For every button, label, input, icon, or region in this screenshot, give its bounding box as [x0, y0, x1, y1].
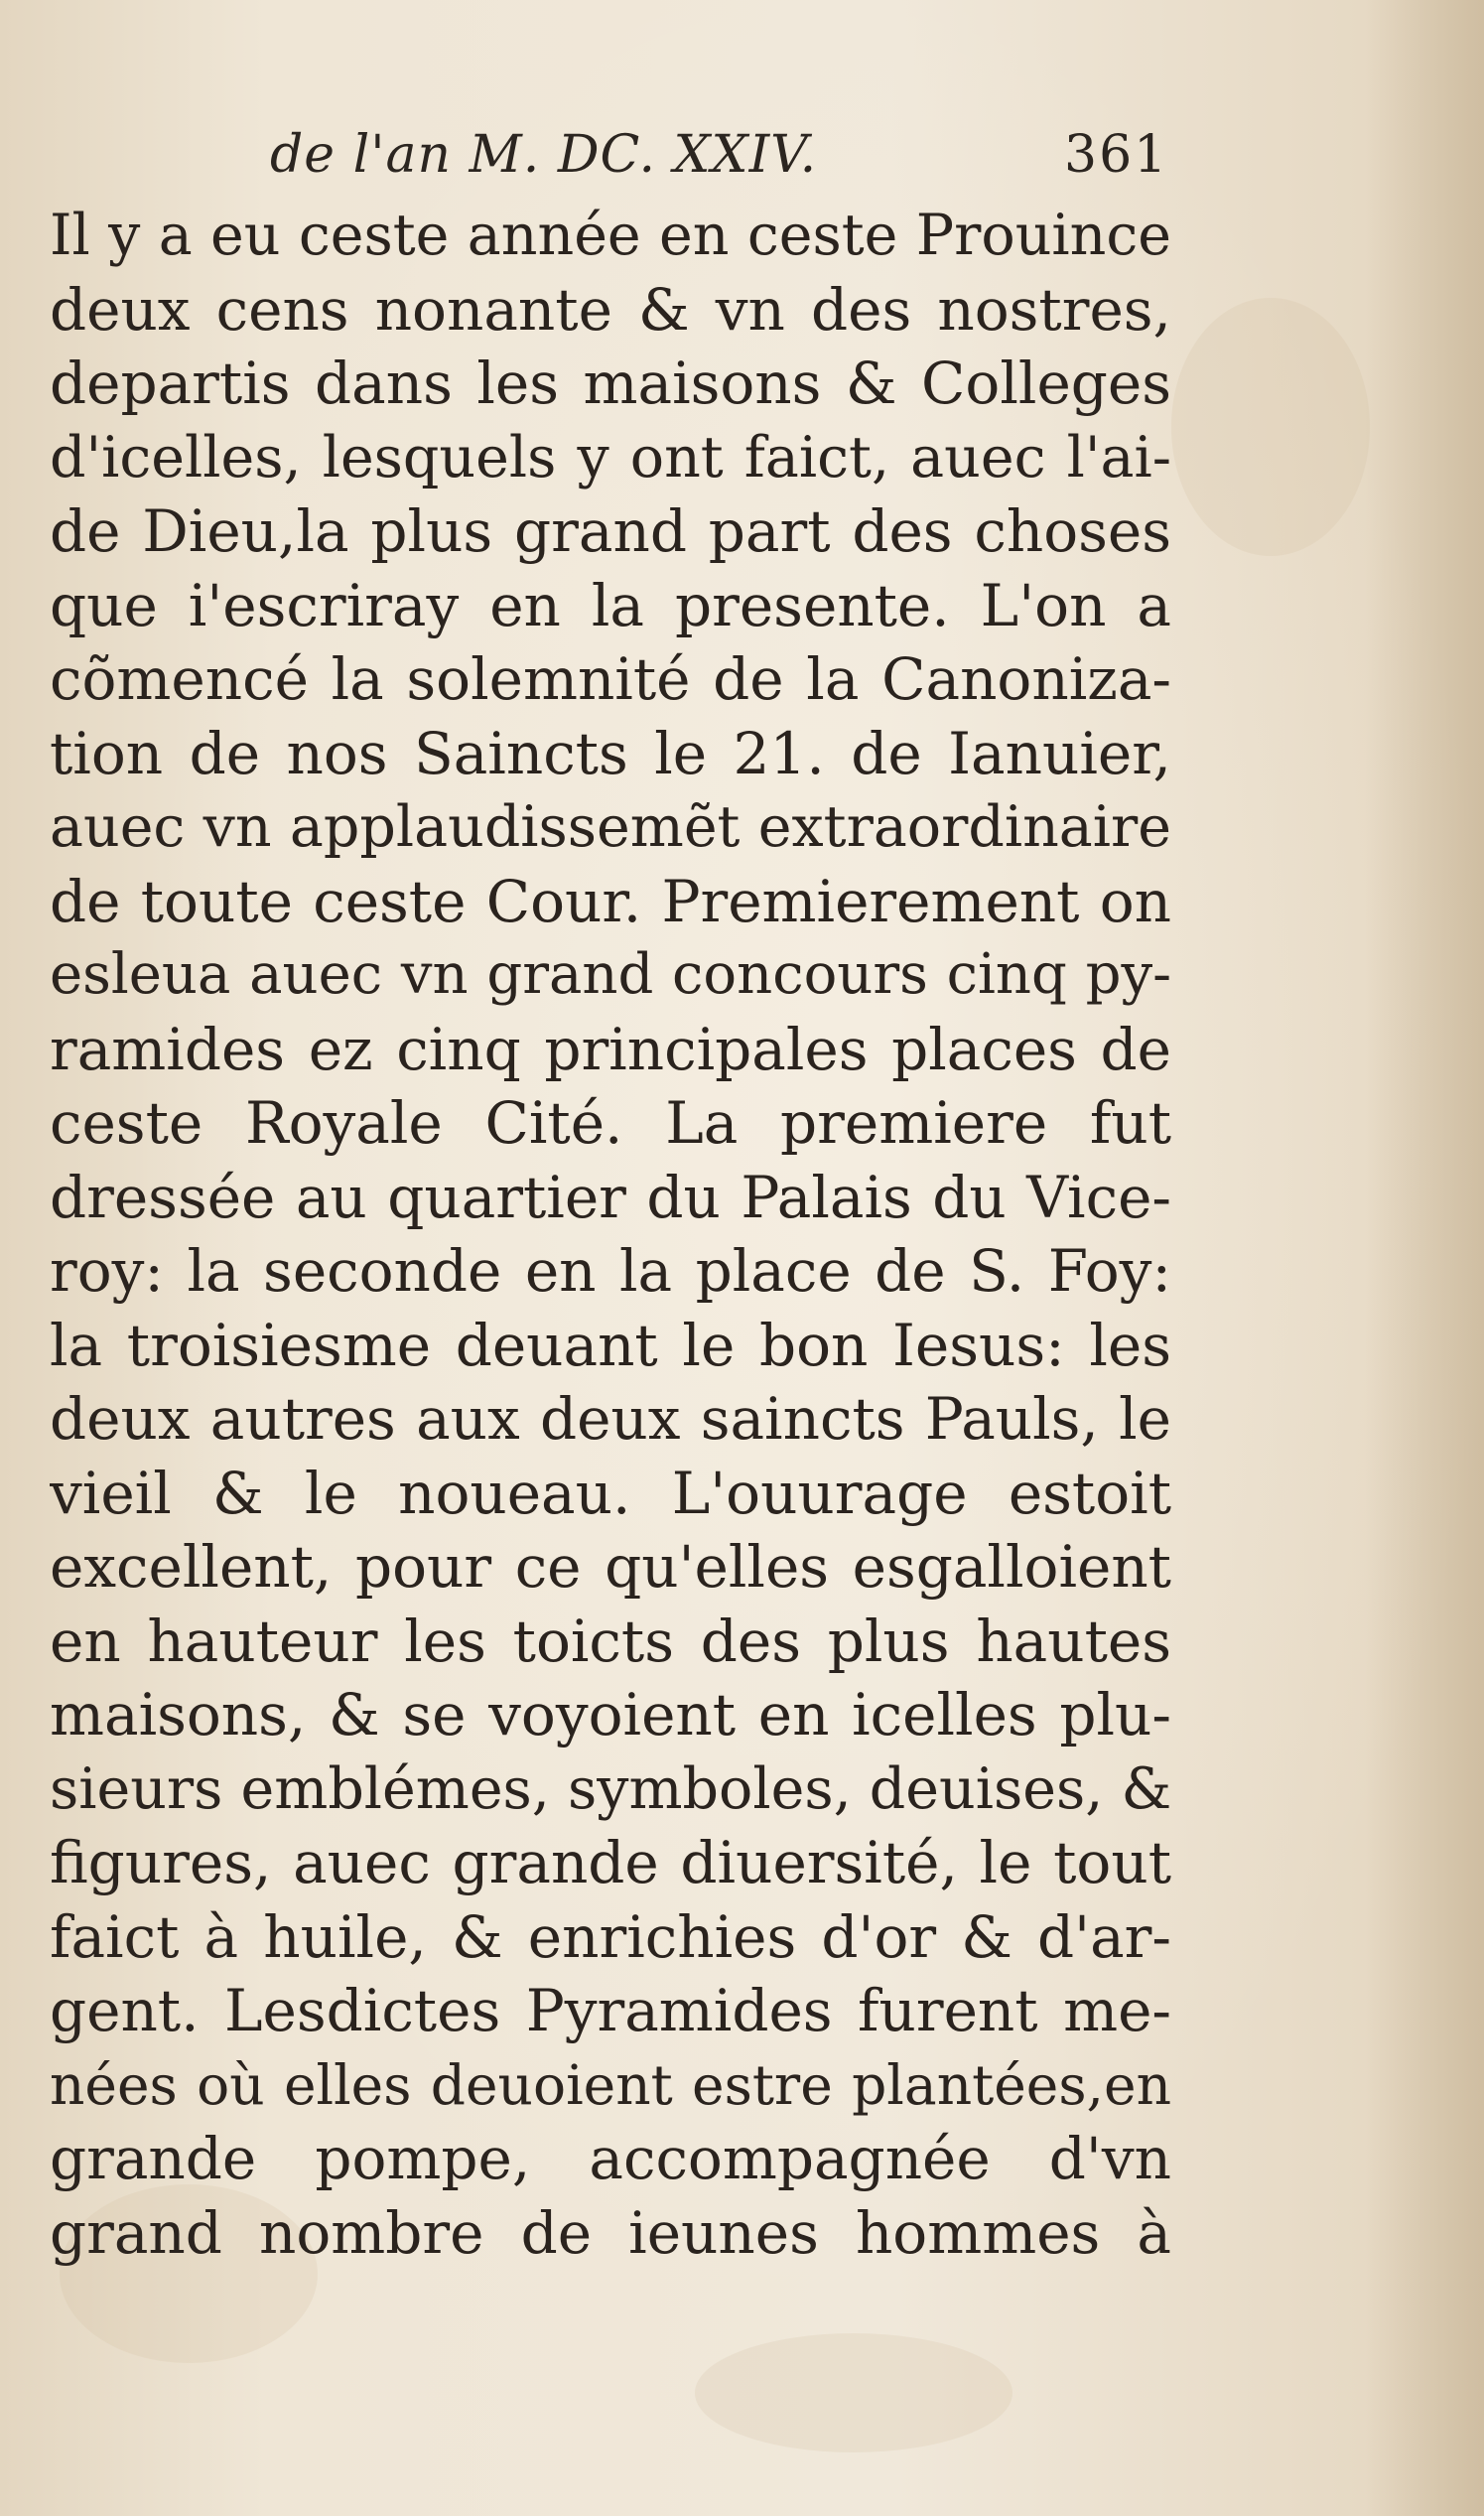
text-line: de Dieu,la plus grand part des choses — [50, 497, 1171, 565]
text-line: auec vn applaudissemẽt extraordinaire — [50, 794, 1171, 860]
text-line: que i'escriray en la presente. L'on a — [50, 571, 1171, 639]
text-line: de toute ceste Cour. Premierement on — [50, 867, 1171, 935]
text-line: gent. Lesdictes Pyramides furent me- — [50, 1977, 1171, 2044]
text-line: en hauteur les toicts des plus hautes — [50, 1607, 1171, 1675]
text-line: esleua auec vn grand concours cinq py- — [50, 942, 1171, 1007]
paper-stain — [695, 2333, 1012, 2452]
text-line: maisons, & se voyoient en icelles plu- — [50, 1681, 1171, 1748]
text-line: roy: la seconde en la place de S. Foy: — [50, 1237, 1171, 1305]
text-line: deux autres aux deux saincts Pauls, le — [50, 1385, 1171, 1453]
text-line: la troisiesme deuant le bon Iesus: les — [50, 1311, 1171, 1379]
text-line: nées où elles deuoient estre plantées,en — [50, 2052, 1171, 2117]
page-number: 361 — [1064, 125, 1169, 185]
text-line: tion de nos Saincts le 21. de Ianuier, — [50, 719, 1171, 787]
page-edge-shadow — [1365, 0, 1484, 2516]
text-line: figures, auec grande diuersité, le tout — [50, 1829, 1171, 1896]
text-line: sieurs emblémes, symboles, deuises, & — [50, 1755, 1171, 1822]
text-line: faict à huile, & enrichies d'or & d'ar- — [50, 1902, 1171, 1971]
text-line: cõmencé la solemnité de la Canoniza- — [50, 645, 1171, 713]
running-head: de l'an M. DC. XXIV. — [270, 125, 818, 185]
page-header — [270, 117, 1169, 197]
text-line: excellent, pour ce qu'elles esgalloient — [50, 1533, 1171, 1601]
text-line: d'icelles, lesquels y ont faict, auec l'ai- — [50, 424, 1171, 490]
text-line: vieil & le noueau. L'ouurage estoit — [50, 1459, 1171, 1527]
text-line: Il y a eu ceste année en ceste Prouince — [50, 203, 1171, 268]
paper-stain — [1171, 298, 1370, 556]
text-line: departis dans les maisons & Colleges — [50, 349, 1171, 417]
text-line: dressée au quartier du Palais du Vice- — [50, 1163, 1171, 1231]
text-line: ceste Royale Cité. La premiere fut — [50, 1089, 1171, 1157]
text-line: grand nombre de ieunes hommes à — [50, 2198, 1171, 2267]
text-line: deux cens nonante & vn des nostres, — [50, 275, 1171, 344]
text-line: grande pompe, accompagnée d'vn — [50, 2125, 1171, 2192]
text-line: ramides ez cinq principales places de — [50, 1015, 1171, 1083]
body-text — [50, 199, 1171, 2270]
